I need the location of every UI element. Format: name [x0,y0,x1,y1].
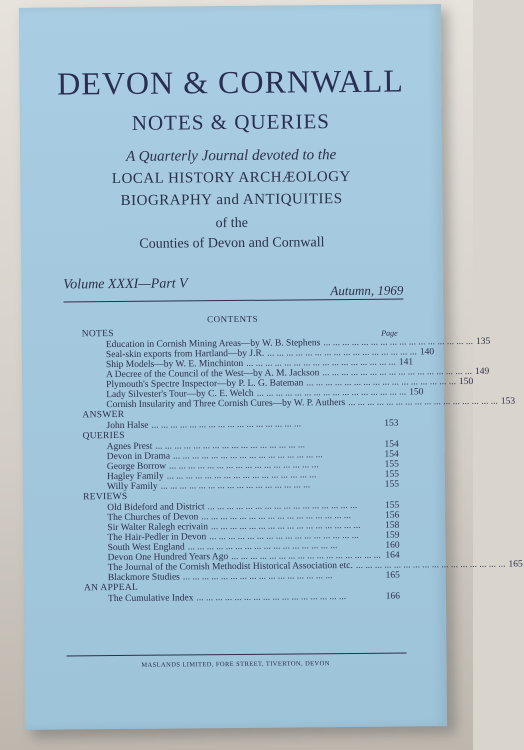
journal-subtitle: NOTES & QUERIES [131,109,331,135]
entry-title: Ship Models—by W. E. Minchinton [105,358,244,371]
entry-page-number: 165 [508,559,523,570]
leader-dots: ... ... ... ... ... ... ... ... ... ... ... ... ... ... ... ... [187,541,338,553]
entry-page-number: 150 [409,387,424,398]
table-of-contents [81,327,523,605]
entry-title: The Churches of Devon [107,512,199,524]
entry-page-number: 154 [384,439,399,450]
entry-page-number: 153 [384,418,399,429]
entry-page-number: 159 [385,530,400,541]
entry-title: The Cumulative Index [107,593,194,605]
tagline-1: A Quarterly Journal devoted to the [126,147,337,165]
contents-section-heading: NOTES [81,329,114,340]
entry-title: South West England [107,542,185,554]
leader-dots: ... ... ... ... ... ... ... ... ... ... ... ... ... ... ... ... [182,571,333,583]
contents-section-heading: REVIEWS [83,491,128,503]
tagline-4: of the [215,215,248,232]
entry-page-number: 141 [398,357,414,368]
journal-title: DEVON & CORNWALL [57,62,404,102]
entry-page-number: 164 [385,550,400,561]
entry-page-number: 153 [500,396,516,407]
leader-dots: ... ... ... ... ... ... ... ... ... ... ... ... ... ... ... ... [231,550,381,563]
entry-page-number: 160 [385,540,400,551]
leader-dots: ... ... ... ... ... ... ... ... ... ... ... ... ... ... ... ... [355,559,506,571]
page-column-label: Page [381,328,398,338]
contents-entry [84,592,400,605]
leader-dots: ... ... ... ... ... ... ... ... ... ... ... ... ... ... ... ... [207,500,358,513]
printer-imprint: MASLANDS LIMITED, FORE STREET, TIVERTON, DEVON [141,660,330,669]
leader-dots: ... ... ... ... ... ... ... ... ... ... ... ... ... ... ... ... [322,366,473,379]
entry-title: Blackmore Studies [107,572,180,584]
entry-title: Cornish Insularity and Three Cornish Cures—by W. P. Authers [106,398,346,411]
entry-title: Sir Walter Ralegh ecrivain [107,522,209,534]
journal-cover [19,4,523,730]
entry-page-number: 166 [385,591,401,602]
entry-page-number: 154 [384,449,399,460]
entry-page-number: 158 [385,520,400,531]
entry-title: Agnes Prest [106,441,153,453]
entry-title: Seal-skin exports from Hartland—by J.R. [105,348,265,361]
entry-page-number: 155 [384,469,399,480]
tagline-5: Counties of Devon and Cornwall [139,235,325,252]
leader-dots: ... ... ... ... ... ... ... ... ... ... ... ... ... ... ... ... [151,419,302,431]
entry-page-number: 135 [475,336,491,347]
entry-page-number: 155 [384,459,399,470]
entry-page-number: 155 [384,479,400,490]
leader-dots: ... ... ... ... ... ... ... ... ... ... ... ... ... ... ... ... [201,510,351,523]
issue-date: Autumn, 1969 [330,282,404,299]
leader-dots: ... ... ... ... ... ... ... ... ... ... ... ... ... ... ... ... [169,460,319,472]
contents-section-heading: ANSWER [82,409,125,421]
leader-dots: ... ... ... ... ... ... ... ... ... ... ... ... ... ... ... ... [210,520,361,533]
entry-page-number: 155 [384,500,400,511]
contents-heading: CONTENTS [207,313,259,325]
entry-title: Old Bideford and District [107,502,205,514]
entry-title: John Halse [106,420,149,432]
entry-title: The Hair-Pedler in Devon [107,532,207,544]
entry-title: A Decree of the Council of the West—by A. M. Jackson [106,368,320,381]
leader-dots: ... ... ... ... ... ... ... ... ... ... ... ... ... ... ... ... [306,377,457,389]
leader-dots: ... ... ... ... ... ... ... ... ... ... ... ... ... ... ... ... [166,470,317,482]
leader-dots: ... ... ... ... ... ... ... ... ... ... ... ... ... ... ... ... [173,450,323,462]
leader-dots: ... ... ... ... ... ... ... ... ... ... ... ... ... ... ... ... [348,396,498,408]
leader-dots: ... ... ... ... ... ... ... ... ... ... ... ... ... ... ... ... [209,530,359,543]
tagline-3: BIOGRAPHY and ANTIQUITIES [120,191,343,209]
leader-dots: ... ... ... ... ... ... ... ... ... ... ... ... ... ... ... ... [256,387,407,399]
leader-dots: ... ... ... ... ... ... ... ... ... ... ... ... ... ... ... ... [246,357,396,369]
entry-title: Plymouth's Spectre Inspector—by P. L. G. Bateman [106,378,304,391]
tagline-2: LOCAL HISTORY ARCHÆOLOGY [111,168,351,188]
leader-dots: ... ... ... ... ... ... ... ... ... ... ... ... ... ... ... ... [155,440,306,452]
entry-title: The Journal of the Cornish Methodist Historical Association etc. [107,560,353,574]
entry-title: Lady Silvester's Tour—by C. E. Welch [106,388,254,401]
entry-title: Hagley Family [106,471,164,483]
entry-page-number: 149 [474,366,490,377]
contents-section-heading: AN APPEAL [83,582,139,594]
entry-page-number: 150 [458,376,474,388]
entry-page-number: 140 [419,347,435,358]
leader-dots: ... ... ... ... ... ... ... ... ... ... ... ... ... ... ... ... [160,480,311,492]
entry-page-number: 165 [385,570,400,581]
entry-title: Willy Family [106,481,158,493]
entry-page-number: 156 [385,510,400,521]
contents-section-heading: QUERIES [82,430,125,442]
entry-title: Devon One Hundred Years Ago [107,552,229,564]
volume-label: Volume XXXI—Part V [63,276,188,293]
leader-dots: ... ... ... ... ... ... ... ... ... ... ... ... ... ... ... ... [267,347,417,359]
divider-bottom [67,652,407,656]
entry-title: Education in Cornish Mining Areas—by W. B. Stephens [105,338,321,351]
leader-dots: ... ... ... ... ... ... ... ... ... ... ... ... ... ... ... ... [323,336,474,349]
entry-title: Devon in Drama [106,451,171,463]
leader-dots: ... ... ... ... ... ... ... ... ... ... ... ... ... ... ... ... [196,592,347,604]
divider-top [63,299,403,303]
entry-title: George Borrow [106,461,167,473]
